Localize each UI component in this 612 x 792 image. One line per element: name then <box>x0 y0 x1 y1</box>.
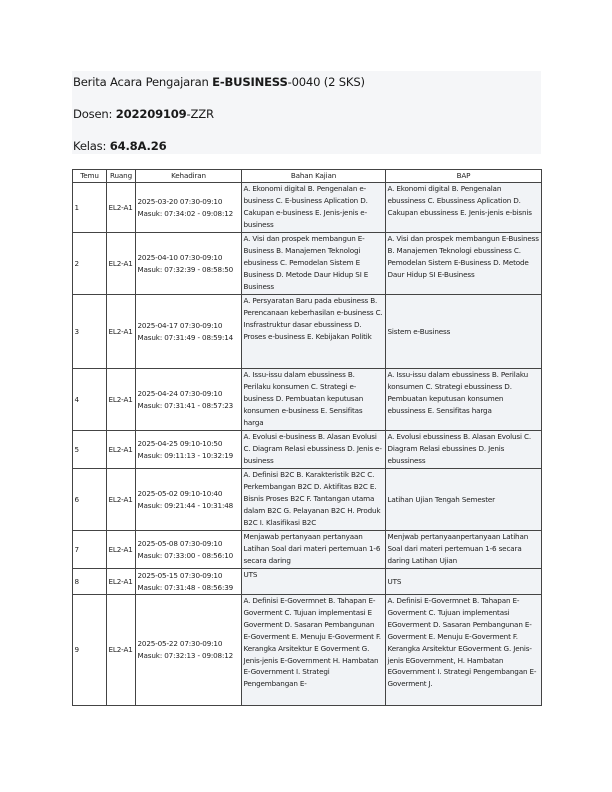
cell-bap: A. Ekonomi digital B. Pengenalan ebussiness C. Ebussiness Aplication D. Cakupan ebussiness E. Jenis-jenis e-bisnis <box>386 183 542 233</box>
col-kehadiran: Kehadiran <box>136 170 242 183</box>
cell-kehadiran <box>136 295 242 369</box>
table-row <box>73 531 542 569</box>
cell-temu: 7 <box>73 531 107 569</box>
cell-kehadiran <box>136 233 242 295</box>
cell-ruang: EL2-A1 <box>107 295 136 369</box>
check-in-time: Masuk: 07:34:02 - 09:08:12 <box>137 208 234 218</box>
cell-ruang: EL2-A1 <box>107 183 136 233</box>
schedule-time: 2025-04-24 07:30-09:10 <box>137 388 223 398</box>
cell-bap: A. Issu-issu dalam ebussiness B. Perilaku konsumen C. Strategi ebussiness D. Pembuatan keputusan konsumen ebussiness E. Sensifitas harga <box>386 369 542 431</box>
cell-ruang: EL2-A1 <box>107 569 136 595</box>
cell-ruang: EL2-A1 <box>107 369 136 431</box>
cell-kehadiran <box>136 369 242 431</box>
cell-bahan-kajian: A. Definisi B2C B. Karakteristik B2C C. Perkembangan B2C D. Aktifitas B2C E. Bisnis Proses B2C F. Tantangan utama dalam B2C G. Pelayanan B2C H. Produk B2C I. Klasifikasi B2C <box>242 469 386 531</box>
cell-bahan-kajian: A. Persyaratan Baru pada ebusiness B. Perencanaan keberhasilan e-business C. Insfrastruktur dasar ebussiness D. Proses e-business E. Kebijakan Politik <box>242 295 386 369</box>
cell-temu: 4 <box>73 369 107 431</box>
cell-kehadiran <box>136 531 242 569</box>
table-row <box>73 233 542 295</box>
schedule-time: 2025-05-02 09:10-10:40 <box>137 488 223 498</box>
course-code: E-BUSINESS <box>212 75 288 89</box>
cell-ruang: EL2-A1 <box>107 431 136 469</box>
cell-bahan-kajian: A. Issu-issu dalam ebussiness B. Perilaku konsumen C. Strategi e-business D. Pembuatan keputusan konsumen e-business E. Sensifitas harga <box>242 369 386 431</box>
cell-ruang: EL2-A1 <box>107 469 136 531</box>
cell-kehadiran <box>136 595 242 706</box>
col-ruang: Ruang <box>107 170 136 183</box>
cell-bahan-kajian: Menjawab pertanyaan pertanyaan Latihan Soal dari materi pertemuan 1-6 secara daring <box>242 531 386 569</box>
lecturer-id: 202209109 <box>115 107 187 121</box>
cell-bap: UTS <box>386 569 542 595</box>
schedule-time: 2025-05-15 07:30-09:10 <box>137 570 223 580</box>
cell-kehadiran <box>136 469 242 531</box>
table-row <box>73 431 542 469</box>
lecturer-line: Dosen: 202209109-ZZR <box>73 107 214 121</box>
cell-kehadiran <box>136 431 242 469</box>
cell-temu: 6 <box>73 469 107 531</box>
cell-ruang: EL2-A1 <box>107 233 136 295</box>
cell-temu: 5 <box>73 431 107 469</box>
check-in-time: Masuk: 07:32:13 - 09:08:12 <box>137 651 234 660</box>
cell-kehadiran <box>136 569 242 595</box>
check-in-time: Masuk: 07:33:00 - 08:56:10 <box>137 550 234 560</box>
cell-bahan-kajian: A. Ekonomi digital B. Pengenalan e-business C. E-business Aplication D. Cakupan e-business E. Jenis-jenis e-business <box>242 183 386 233</box>
table-row <box>73 595 542 706</box>
cell-bap: Sistem e-Business <box>386 295 542 369</box>
report-title: Berita Acara Pengajaran E-BUSINESS-0040 (2 SKS) <box>73 75 365 89</box>
class-value: 64.8A.26 <box>109 139 167 153</box>
cell-kehadiran <box>136 183 242 233</box>
check-in-time: Masuk: 09:11:13 - 10:32:19 <box>137 450 234 460</box>
table-row <box>73 469 542 531</box>
cell-ruang: EL2-A1 <box>107 531 136 569</box>
cell-bahan-kajian: A. Definisi E-Govermnet B. Tahapan E-Goverment C. Tujuan implementasi E Goverment D. Sasaran Pembangunan E-Goverment E. Menuju E-Goverment F. Kerangka Arsitektur E Goverment G. Jenis-jenis E-Government H. Hambatan E-Government I. Strategi Pengembangan E- <box>242 595 386 706</box>
schedule-time: 2025-05-22 07:30-09:10 <box>137 639 223 649</box>
schedule-time: 2025-04-25 09:10-10:50 <box>137 438 223 448</box>
check-in-time: Masuk: 07:31:49 - 08:59:14 <box>137 332 234 342</box>
cell-bahan-kajian: A. Visi dan prospek membangun E-Business B. Manajemen Teknologi ebusiness C. Pemodelan Sistem E Business D. Metode Daur Hidup SI E Business <box>242 233 386 295</box>
schedule-time: 2025-04-10 07:30-09:10 <box>137 252 223 262</box>
cell-bap: A. Visi dan prospek membangun E-Business B. Manajemen Teknologi ebussiness C. Pemodelan Sistem E-Business D. Metode Daur Hidup SI E-Business <box>386 233 542 295</box>
report-header <box>72 71 541 154</box>
table-row <box>73 295 542 369</box>
cell-bahan-kajian: A. Evolusi e-business B. Alasan Evolusi C. Diagram Relasi ebussiness D. Jenis e-business <box>242 431 386 469</box>
cell-bap: A. Definisi E-Govermnet B. Tahapan E-Goverment C. Tujuan implementasi EGoverment D. Sasaran Pembangunan E-Goverment E. Menuju E-Goverment F. Kerangka Arsitektur EGoverment G. Jenis-jenis EGovernment, H. Hambatan EGovernment I. Strategi Pengembangan E-Goverment J. <box>386 595 542 706</box>
class-line: Kelas: 64.8A.26 <box>73 139 167 153</box>
table-row <box>73 369 542 431</box>
cell-ruang: EL2-A1 <box>107 595 136 706</box>
table-row <box>73 569 542 595</box>
cell-temu: 8 <box>73 569 107 595</box>
cell-temu: 9 <box>73 595 107 706</box>
table-header-row <box>73 170 542 183</box>
col-bap: BAP <box>386 170 542 183</box>
check-in-time: Masuk: 09:21:44 - 10:31:48 <box>137 500 234 510</box>
cell-bap: Latihan Ujian Tengah Semester <box>386 469 542 531</box>
cell-bap: A. Evolusi ebussiness B. Alasan Evolusi C. Diagram Relasi ebussines D. Jenis ebussiness <box>386 431 542 469</box>
table-row <box>73 183 542 233</box>
schedule-time: 2025-05-08 07:30-09:10 <box>137 538 223 548</box>
col-temu: Temu <box>73 170 107 183</box>
schedule-time: 2025-03-20 07:30-09:10 <box>137 196 223 206</box>
cell-temu: 2 <box>73 233 107 295</box>
cell-temu: 1 <box>73 183 107 233</box>
check-in-time: Masuk: 07:31:41 - 08:57:23 <box>137 400 234 410</box>
check-in-time: Masuk: 07:32:39 - 08:58:50 <box>137 264 234 274</box>
schedule-time: 2025-04-17 07:30-09:10 <box>137 320 223 330</box>
check-in-time: Masuk: 07:31:48 - 08:56:39 <box>137 582 234 592</box>
attendance-table <box>72 169 542 706</box>
col-bahan-kajian: Bahan Kajian <box>242 170 386 183</box>
cell-temu: 3 <box>73 295 107 369</box>
cell-bahan-kajian: UTS <box>242 569 386 595</box>
cell-bap: Menjwab pertanyaanpertanyaan Latihan Soal dari materi pertemuan 1-6 secara daring Latihan Ujian <box>386 531 542 569</box>
